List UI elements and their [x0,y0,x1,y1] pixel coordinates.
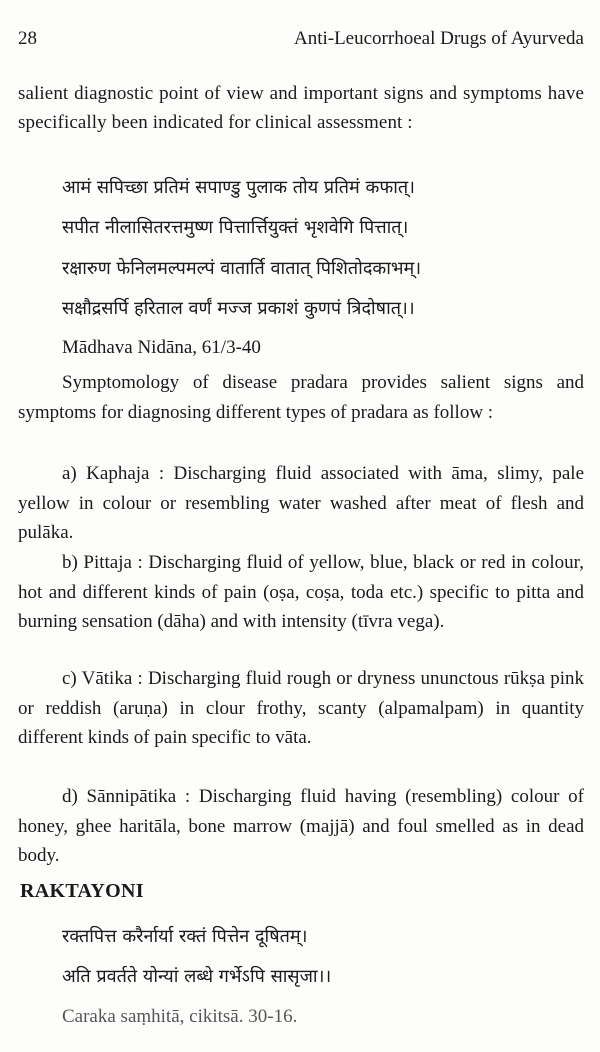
section-heading-raktayoni: RAKTAYONI [20,880,144,902]
verse-line-3: रक्षारुण फेनिलमल्पमल्पं वातार्ति वातात् पिशितोदकाभम्। [62,258,422,279]
verse-line-2: सपीत नीलासितरत्तमुष्ण पित्तार्त्तियुक्तं भृशवेगि पित्तात्। [62,217,409,238]
vatika-paragraph: c) Vātika : Discharging fluid rough or dryness ununctous rūkṣa pink or reddish (aruṇa) in clour frothy, scanty (alpamalpam) in quantity different kinds of pain specific to vāta. [18,668,584,749]
symptomology-paragraph: Symptomology of disease pradara provides salient signs and symptoms for diagnosing different types of pradara as follow : [18,372,584,423]
page-number: 28 [18,28,37,49]
pittaja-paragraph: b) Pittaja : Discharging fluid of yellow, blue, black or red in colour, hot and different kinds of pain (oṣa, coṣa, toda etc.) specific to pitta and burning sensation (dāha) and with intensity (tīvra vega). [18,552,584,633]
citation-madhava-nidana: Mādhava Nidāna, 61/3-40 [62,337,261,358]
kaphaja-paragraph: a) Kaphaja : Discharging fluid associated with āma, slimy, pale yellow in colour or resembling water washed after meat of flesh and pulāka. [18,463,584,544]
running-title: Anti-Leucorrhoeal Drugs of Ayurveda [293,28,584,49]
citation-caraka-samhita: Caraka saṃhitā, cikitsā. 30-16. [62,1006,298,1027]
verse-line-1: आमं सपिच्छा प्रतिमं सपाण्डु पुलाक तोय प्रतिमं कफात्। [62,177,415,198]
verse2-line-1: रक्तपित्त करैर्नार्या रक्तं पित्तेन दूषितम्। [62,926,308,947]
page-header [18,28,584,58]
verse2-line-2: अति प्रवर्तते योन्यां लब्धे गर्भेऽपि सासृजा।। [62,966,332,987]
sannipatika-paragraph: d) Sānnipātika : Discharging fluid having (resembling) colour of honey, ghee haritāla, bone marrow (majjā) and foul smelled as in dead body. [18,786,584,867]
intro-paragraph: salient diagnostic point of view and important signs and symptoms have specifically been indicated for clinical assessment : [18,83,584,133]
verse-line-4: सक्षौद्रसर्पि हरिताल वर्णं मज्ज प्रकाशं कुणपं त्रिदोषात्।। [62,298,415,319]
